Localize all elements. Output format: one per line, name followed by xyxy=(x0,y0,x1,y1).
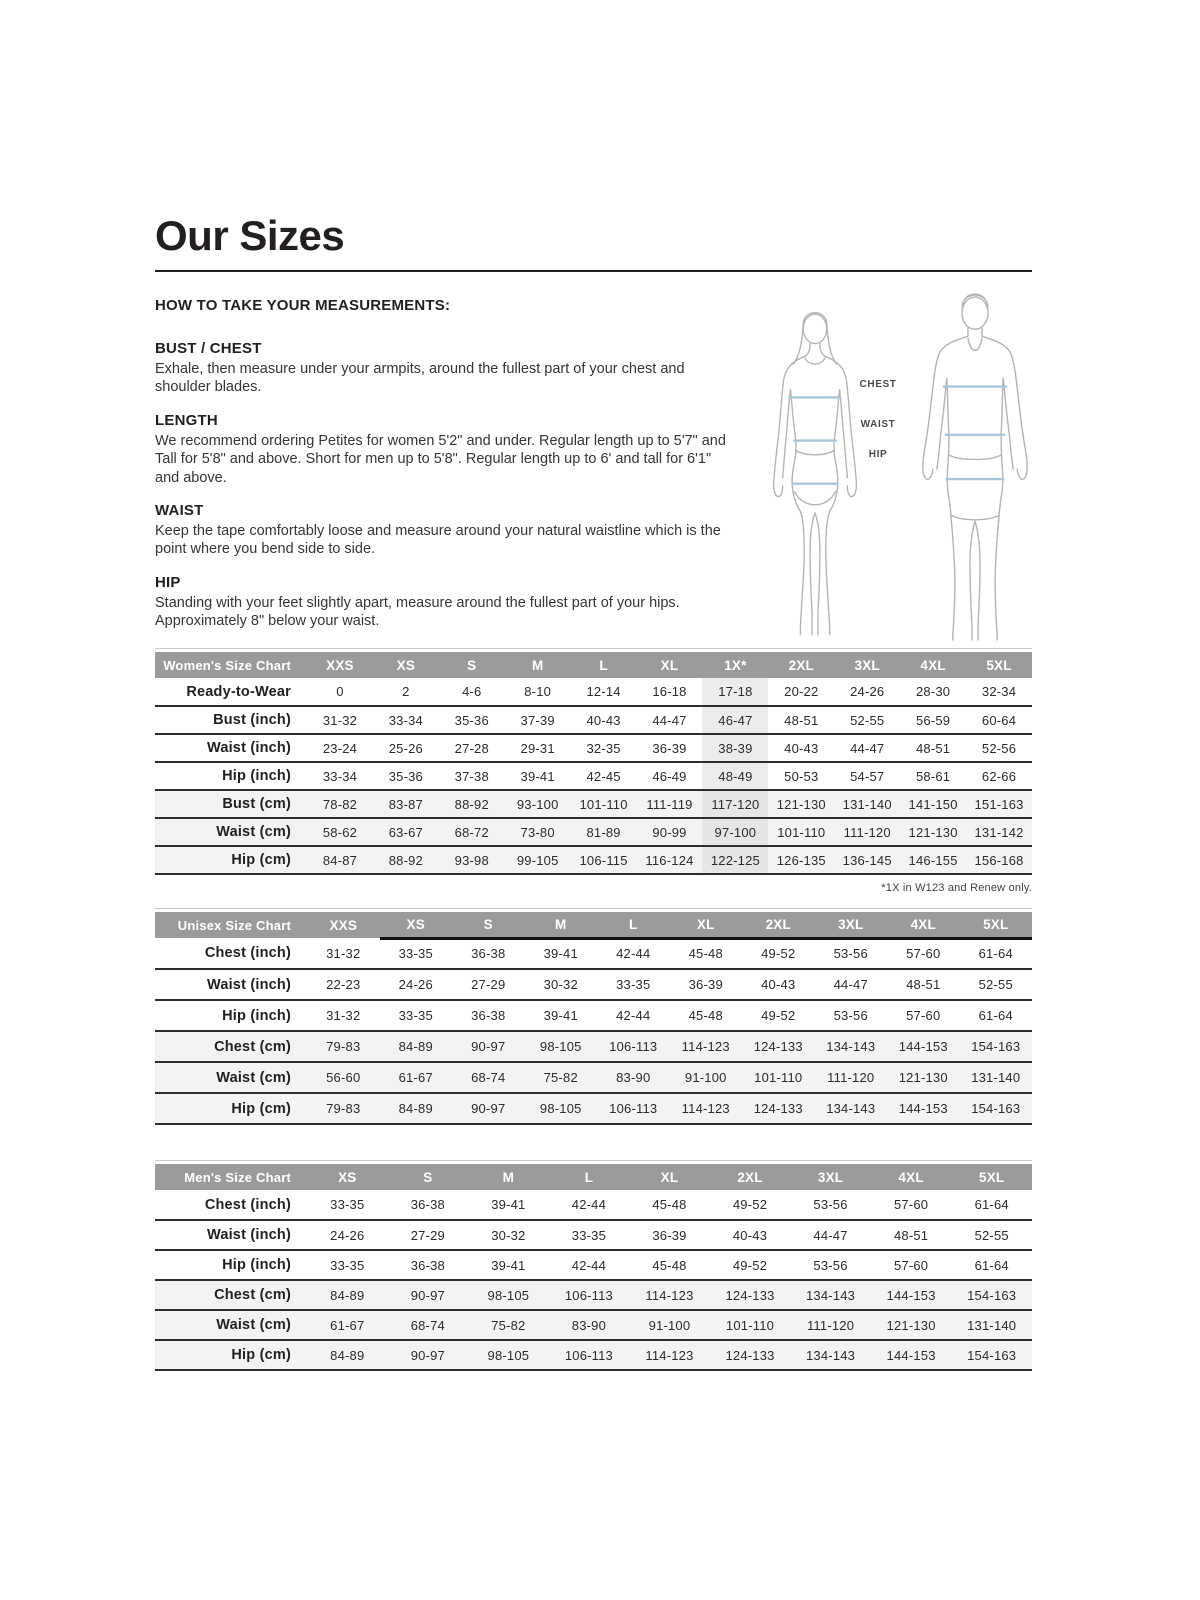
size-cell: 29-31 xyxy=(505,734,571,762)
size-cell: 73-80 xyxy=(505,818,571,846)
size-cell: 56-59 xyxy=(900,706,966,734)
size-cell: 111-119 xyxy=(637,790,703,818)
men-chart-title: Men's Size Chart xyxy=(155,1164,307,1190)
size-cell: 114-123 xyxy=(629,1340,710,1370)
size-cell: 114-123 xyxy=(629,1280,710,1310)
size-cell: 121-130 xyxy=(871,1310,952,1340)
size-cell: 83-87 xyxy=(373,790,439,818)
size-col-header: S xyxy=(388,1164,469,1190)
size-cell: 144-153 xyxy=(887,1031,960,1062)
size-cell: 68-74 xyxy=(452,1062,525,1093)
size-cell: 33-35 xyxy=(307,1190,388,1220)
size-cell: 84-87 xyxy=(307,846,373,874)
size-cell: 79-83 xyxy=(307,1093,380,1124)
size-cell: 44-47 xyxy=(834,734,900,762)
size-cell: 106-115 xyxy=(571,846,637,874)
page-title: Our Sizes xyxy=(155,212,345,259)
size-cell: 124-133 xyxy=(710,1280,791,1310)
size-cell: 42-44 xyxy=(597,1000,670,1031)
size-cell: 35-36 xyxy=(439,706,505,734)
table-row xyxy=(155,1340,1032,1370)
size-cell: 114-123 xyxy=(670,1093,743,1124)
size-cell: 141-150 xyxy=(900,790,966,818)
size-cell: 90-97 xyxy=(452,1031,525,1062)
size-cell: 31-32 xyxy=(307,1000,380,1031)
size-cell: 111-120 xyxy=(790,1310,871,1340)
size-cell: 146-155 xyxy=(900,846,966,874)
row-label: Hip (cm) xyxy=(155,846,307,874)
size-cell: 106-113 xyxy=(597,1093,670,1124)
section-heading: HIP xyxy=(155,573,181,591)
row-label: Hip (inch) xyxy=(155,762,307,790)
size-cell: 33-35 xyxy=(380,938,453,969)
row-label: Ready-to-Wear xyxy=(155,678,307,706)
table-row xyxy=(155,938,1032,969)
size-col-header: S xyxy=(439,652,505,678)
size-col-header: XS xyxy=(307,1164,388,1190)
table-row xyxy=(155,1220,1032,1250)
size-col-header: XXS xyxy=(307,652,373,678)
size-cell: 48-51 xyxy=(900,734,966,762)
size-cell: 88-92 xyxy=(439,790,505,818)
size-col-header: M xyxy=(505,652,571,678)
size-cell: 42-44 xyxy=(597,938,670,969)
table-row xyxy=(155,1310,1032,1340)
size-cell: 98-105 xyxy=(468,1340,549,1370)
size-cell: 93-100 xyxy=(505,790,571,818)
size-cell: 81-89 xyxy=(571,818,637,846)
size-cell: 48-49 xyxy=(702,762,768,790)
size-col-header: XL xyxy=(629,1164,710,1190)
size-col-header: 2XL xyxy=(710,1164,791,1190)
size-cell: 52-56 xyxy=(966,734,1032,762)
size-cell: 91-100 xyxy=(629,1310,710,1340)
size-cell: 53-56 xyxy=(815,1000,888,1031)
size-col-header: L xyxy=(597,912,670,938)
size-cell: 151-163 xyxy=(966,790,1032,818)
section-body: Standing with your feet slightly apart, measure around the fullest part of your hips. Approximately 8" below your waist. xyxy=(155,594,680,630)
size-cell: 45-48 xyxy=(629,1250,710,1280)
size-cell: 31-32 xyxy=(307,706,373,734)
size-cell: 124-133 xyxy=(742,1031,815,1062)
size-cell: 101-110 xyxy=(710,1310,791,1340)
men-size-table xyxy=(155,1164,1032,1371)
size-cell: 48-51 xyxy=(768,706,834,734)
size-cell: 35-36 xyxy=(373,762,439,790)
size-cell: 33-34 xyxy=(373,706,439,734)
size-cell: 154-163 xyxy=(960,1031,1033,1062)
size-cell: 61-67 xyxy=(307,1310,388,1340)
size-cell: 84-89 xyxy=(307,1280,388,1310)
size-col-header: 2XL xyxy=(742,912,815,938)
section-heading: BUST / CHEST xyxy=(155,340,262,357)
size-cell: 63-67 xyxy=(373,818,439,846)
table-row xyxy=(155,1190,1032,1220)
women-chart-title: Women's Size Chart xyxy=(155,652,307,678)
size-col-header: L xyxy=(571,652,637,678)
row-label: Hip (inch) xyxy=(155,1250,307,1280)
size-cell: 61-64 xyxy=(960,1000,1033,1031)
size-cell: 57-60 xyxy=(871,1190,952,1220)
size-cell: 121-130 xyxy=(768,790,834,818)
size-cell: 61-64 xyxy=(951,1190,1032,1220)
size-cell: 131-140 xyxy=(834,790,900,818)
size-cell: 56-60 xyxy=(307,1062,380,1093)
section-heading: WAIST xyxy=(155,502,204,520)
size-cell: 98-105 xyxy=(525,1093,598,1124)
size-cell: 37-39 xyxy=(505,706,571,734)
size-cell: 39-41 xyxy=(468,1250,549,1280)
size-cell: 8-10 xyxy=(505,678,571,706)
row-label: Chest (inch) xyxy=(155,1190,307,1220)
size-cell: 45-48 xyxy=(629,1190,710,1220)
size-cell: 84-89 xyxy=(380,1031,453,1062)
size-cell: 88-92 xyxy=(373,846,439,874)
measurement-instructions xyxy=(155,297,727,646)
size-cell: 24-26 xyxy=(380,969,453,1000)
table-row xyxy=(155,1062,1032,1093)
size-cell: 27-29 xyxy=(388,1220,469,1250)
row-label: Chest (inch) xyxy=(155,938,307,969)
row-label: Hip (cm) xyxy=(155,1340,307,1370)
size-cell: 33-35 xyxy=(307,1250,388,1280)
size-cell: 39-41 xyxy=(525,1000,598,1031)
size-cell: 36-39 xyxy=(670,969,743,1000)
size-cell: 131-140 xyxy=(951,1310,1032,1340)
size-cell: 90-97 xyxy=(452,1093,525,1124)
size-cell: 39-41 xyxy=(525,938,598,969)
size-cell: 144-153 xyxy=(871,1280,952,1310)
size-cell: 106-113 xyxy=(549,1340,630,1370)
size-cell: 46-47 xyxy=(702,706,768,734)
size-cell: 106-113 xyxy=(597,1031,670,1062)
size-col-header: 4XL xyxy=(887,912,960,938)
size-cell: 44-47 xyxy=(637,706,703,734)
size-cell: 68-72 xyxy=(439,818,505,846)
size-cell: 117-120 xyxy=(702,790,768,818)
size-cell: 58-61 xyxy=(900,762,966,790)
size-cell: 124-133 xyxy=(742,1093,815,1124)
size-cell: 22-23 xyxy=(307,969,380,1000)
size-cell: 75-82 xyxy=(468,1310,549,1340)
size-cell: 79-83 xyxy=(307,1031,380,1062)
unisex-size-chart-section xyxy=(155,908,1032,1125)
size-cell: 39-41 xyxy=(468,1190,549,1220)
section-body: We recommend ordering Petites for women 5'2" and under. Regular length up to 5'7" and Tall for 5'8" and above. Short for men up to 5'8". Regular length up to 6' and tall for 6'1" and above. xyxy=(155,432,726,486)
size-cell: 52-55 xyxy=(951,1220,1032,1250)
size-cell: 61-64 xyxy=(960,938,1033,969)
section-body: Exhale, then measure under your armpits, around the fullest part of your chest and shoulder blades. xyxy=(155,361,685,396)
womens-size-chart-section xyxy=(155,648,1032,894)
size-col-header: XXS xyxy=(307,912,380,938)
size-cell: 53-56 xyxy=(815,938,888,969)
section-heading: LENGTH xyxy=(155,411,218,429)
size-cell: 121-130 xyxy=(887,1062,960,1093)
size-cell: 90-97 xyxy=(388,1280,469,1310)
size-cell: 27-29 xyxy=(452,969,525,1000)
size-cell: 54-57 xyxy=(834,762,900,790)
size-col-header: 5XL xyxy=(960,912,1033,938)
size-cell: 25-26 xyxy=(373,734,439,762)
size-cell: 97-100 xyxy=(702,818,768,846)
size-cell: 44-47 xyxy=(815,969,888,1000)
size-cell: 48-51 xyxy=(887,969,960,1000)
table-row xyxy=(155,762,1032,790)
size-cell: 101-110 xyxy=(571,790,637,818)
size-cell: 106-113 xyxy=(549,1280,630,1310)
size-cell: 42-44 xyxy=(549,1190,630,1220)
male-figure-illustration xyxy=(910,286,1040,642)
size-cell: 52-55 xyxy=(834,706,900,734)
figure-label-hip: HIP xyxy=(868,449,888,460)
size-cell: 122-125 xyxy=(702,846,768,874)
size-cell: 111-120 xyxy=(834,818,900,846)
row-label: Chest (cm) xyxy=(155,1280,307,1310)
size-cell: 40-43 xyxy=(571,706,637,734)
size-cell: 116-124 xyxy=(637,846,703,874)
table-row xyxy=(155,1000,1032,1031)
table-row xyxy=(155,818,1032,846)
size-cell: 131-140 xyxy=(960,1062,1033,1093)
size-col-header: 5XL xyxy=(951,1164,1032,1190)
size-cell: 111-120 xyxy=(815,1062,888,1093)
size-col-header: L xyxy=(549,1164,630,1190)
size-cell: 24-26 xyxy=(307,1220,388,1250)
size-cell: 144-153 xyxy=(871,1340,952,1370)
size-cell: 33-35 xyxy=(597,969,670,1000)
size-cell: 98-105 xyxy=(525,1031,598,1062)
size-cell: 44-47 xyxy=(790,1220,871,1250)
size-cell: 31-32 xyxy=(307,938,380,969)
size-cell: 37-38 xyxy=(439,762,505,790)
size-cell: 33-34 xyxy=(307,762,373,790)
size-cell: 121-130 xyxy=(900,818,966,846)
figure-label-waist: WAIST xyxy=(860,419,896,430)
size-cell: 32-34 xyxy=(966,678,1032,706)
size-cell: 78-82 xyxy=(307,790,373,818)
size-cell: 20-22 xyxy=(768,678,834,706)
size-cell: 83-90 xyxy=(549,1310,630,1340)
size-cell: 61-67 xyxy=(380,1062,453,1093)
row-label: Hip (inch) xyxy=(155,1000,307,1031)
size-cell: 136-145 xyxy=(834,846,900,874)
size-cell: 124-133 xyxy=(710,1340,791,1370)
size-cell: 30-32 xyxy=(525,969,598,1000)
size-cell: 0 xyxy=(307,678,373,706)
table-row xyxy=(155,1250,1032,1280)
size-cell: 75-82 xyxy=(525,1062,598,1093)
section-body: Keep the tape comfortably loose and measure around your natural waistline which is the point where you bend side to side. xyxy=(155,523,721,558)
row-label: Waist (inch) xyxy=(155,969,307,1000)
size-cell: 154-163 xyxy=(951,1340,1032,1370)
row-label: Chest (cm) xyxy=(155,1031,307,1062)
size-cell: 30-32 xyxy=(468,1220,549,1250)
size-cell: 101-110 xyxy=(768,818,834,846)
size-cell: 91-100 xyxy=(670,1062,743,1093)
size-cell: 42-44 xyxy=(549,1250,630,1280)
row-label: Waist (inch) xyxy=(155,1220,307,1250)
figure-label-chest: CHEST xyxy=(859,379,897,390)
size-cell: 134-143 xyxy=(790,1340,871,1370)
size-col-header: XL xyxy=(670,912,743,938)
row-label: Hip (cm) xyxy=(155,1093,307,1124)
size-col-header: S xyxy=(452,912,525,938)
size-col-header: 5XL xyxy=(966,652,1032,678)
size-cell: 61-64 xyxy=(951,1250,1032,1280)
section-waist xyxy=(155,502,727,559)
size-cell: 27-28 xyxy=(439,734,505,762)
size-cell: 62-66 xyxy=(966,762,1032,790)
size-col-header: 2XL xyxy=(768,652,834,678)
row-label: Bust (cm) xyxy=(155,790,307,818)
size-cell: 39-41 xyxy=(505,762,571,790)
size-cell: 131-142 xyxy=(966,818,1032,846)
table-row xyxy=(155,734,1032,762)
size-col-header: 3XL xyxy=(834,652,900,678)
size-cell: 4-6 xyxy=(439,678,505,706)
size-cell: 68-74 xyxy=(388,1310,469,1340)
size-cell: 50-53 xyxy=(768,762,834,790)
size-cell: 28-30 xyxy=(900,678,966,706)
size-cell: 83-90 xyxy=(597,1062,670,1093)
size-cell: 33-35 xyxy=(549,1220,630,1250)
row-label: Waist (inch) xyxy=(155,734,307,762)
female-figure-illustration xyxy=(766,300,864,640)
size-cell: 16-18 xyxy=(637,678,703,706)
row-label: Waist (cm) xyxy=(155,1310,307,1340)
size-cell: 126-135 xyxy=(768,846,834,874)
size-cell: 84-89 xyxy=(307,1340,388,1370)
size-cell: 53-56 xyxy=(790,1190,871,1220)
size-cell: 57-60 xyxy=(871,1250,952,1280)
size-cell: 156-168 xyxy=(966,846,1032,874)
size-cell: 90-99 xyxy=(637,818,703,846)
section-length xyxy=(155,412,727,487)
size-cell: 49-52 xyxy=(710,1250,791,1280)
size-cell: 12-14 xyxy=(571,678,637,706)
unisex-chart-title: Unisex Size Chart xyxy=(155,912,307,938)
size-cell: 36-38 xyxy=(388,1250,469,1280)
womens-chart-footnote: *1X in W123 and Renew only. xyxy=(881,882,1032,894)
table-row xyxy=(155,706,1032,734)
size-cell: 52-55 xyxy=(960,969,1033,1000)
table-row xyxy=(155,1031,1032,1062)
section-hip xyxy=(155,574,727,631)
size-cell: 45-48 xyxy=(670,938,743,969)
how-to-heading: HOW TO TAKE YOUR MEASUREMENTS: xyxy=(155,297,451,314)
size-cell: 99-105 xyxy=(505,846,571,874)
size-cell: 45-48 xyxy=(670,1000,743,1031)
table-row xyxy=(155,1280,1032,1310)
unisex-size-table xyxy=(155,912,1032,1125)
size-cell: 57-60 xyxy=(887,1000,960,1031)
size-cell: 48-51 xyxy=(871,1220,952,1250)
size-cell: 49-52 xyxy=(742,938,815,969)
size-cell: 53-56 xyxy=(790,1250,871,1280)
size-col-header: XS xyxy=(380,912,453,938)
size-cell: 90-97 xyxy=(388,1340,469,1370)
table-row xyxy=(155,678,1032,706)
size-col-header: M xyxy=(468,1164,549,1190)
women-size-table xyxy=(155,652,1032,875)
size-cell: 84-89 xyxy=(380,1093,453,1124)
size-cell: 40-43 xyxy=(742,969,815,1000)
title-divider xyxy=(155,270,1032,272)
size-col-header: 3XL xyxy=(790,1164,871,1190)
size-cell: 36-38 xyxy=(452,1000,525,1031)
table-row xyxy=(155,1093,1032,1124)
size-cell: 114-123 xyxy=(670,1031,743,1062)
size-cell: 93-98 xyxy=(439,846,505,874)
size-cell: 36-38 xyxy=(452,938,525,969)
size-cell: 33-35 xyxy=(380,1000,453,1031)
size-cell: 154-163 xyxy=(951,1280,1032,1310)
size-cell: 98-105 xyxy=(468,1280,549,1310)
size-cell: 57-60 xyxy=(887,938,960,969)
size-cell: 60-64 xyxy=(966,706,1032,734)
size-cell: 36-38 xyxy=(388,1190,469,1220)
size-col-header: M xyxy=(525,912,598,938)
size-cell: 154-163 xyxy=(960,1093,1033,1124)
size-cell: 134-143 xyxy=(815,1093,888,1124)
size-cell: 2 xyxy=(373,678,439,706)
mens-size-chart-section xyxy=(155,1160,1032,1371)
size-cell: 38-39 xyxy=(702,734,768,762)
size-cell: 23-24 xyxy=(307,734,373,762)
size-col-header: 4XL xyxy=(900,652,966,678)
size-col-header: 1X* xyxy=(702,652,768,678)
size-cell: 36-39 xyxy=(629,1220,710,1250)
size-cell: 58-62 xyxy=(307,818,373,846)
size-col-header: XS xyxy=(373,652,439,678)
size-cell: 40-43 xyxy=(710,1220,791,1250)
size-cell: 134-143 xyxy=(815,1031,888,1062)
row-label: Waist (cm) xyxy=(155,1062,307,1093)
size-cell: 144-153 xyxy=(887,1093,960,1124)
size-cell: 24-26 xyxy=(834,678,900,706)
size-cell: 32-35 xyxy=(571,734,637,762)
size-cell: 101-110 xyxy=(742,1062,815,1093)
size-cell: 49-52 xyxy=(742,1000,815,1031)
size-col-header: XL xyxy=(637,652,703,678)
size-cell: 36-39 xyxy=(637,734,703,762)
size-cell: 17-18 xyxy=(702,678,768,706)
size-cell: 40-43 xyxy=(768,734,834,762)
measurement-figures xyxy=(748,283,1048,643)
row-label: Waist (cm) xyxy=(155,818,307,846)
size-col-header: 4XL xyxy=(871,1164,952,1190)
row-label: Bust (inch) xyxy=(155,706,307,734)
size-col-header: 3XL xyxy=(815,912,888,938)
size-cell: 49-52 xyxy=(710,1190,791,1220)
size-cell: 134-143 xyxy=(790,1280,871,1310)
size-cell: 46-49 xyxy=(637,762,703,790)
table-row xyxy=(155,790,1032,818)
table-row xyxy=(155,846,1032,874)
section-bust-chest xyxy=(155,340,727,397)
table-row xyxy=(155,969,1032,1000)
size-cell: 42-45 xyxy=(571,762,637,790)
